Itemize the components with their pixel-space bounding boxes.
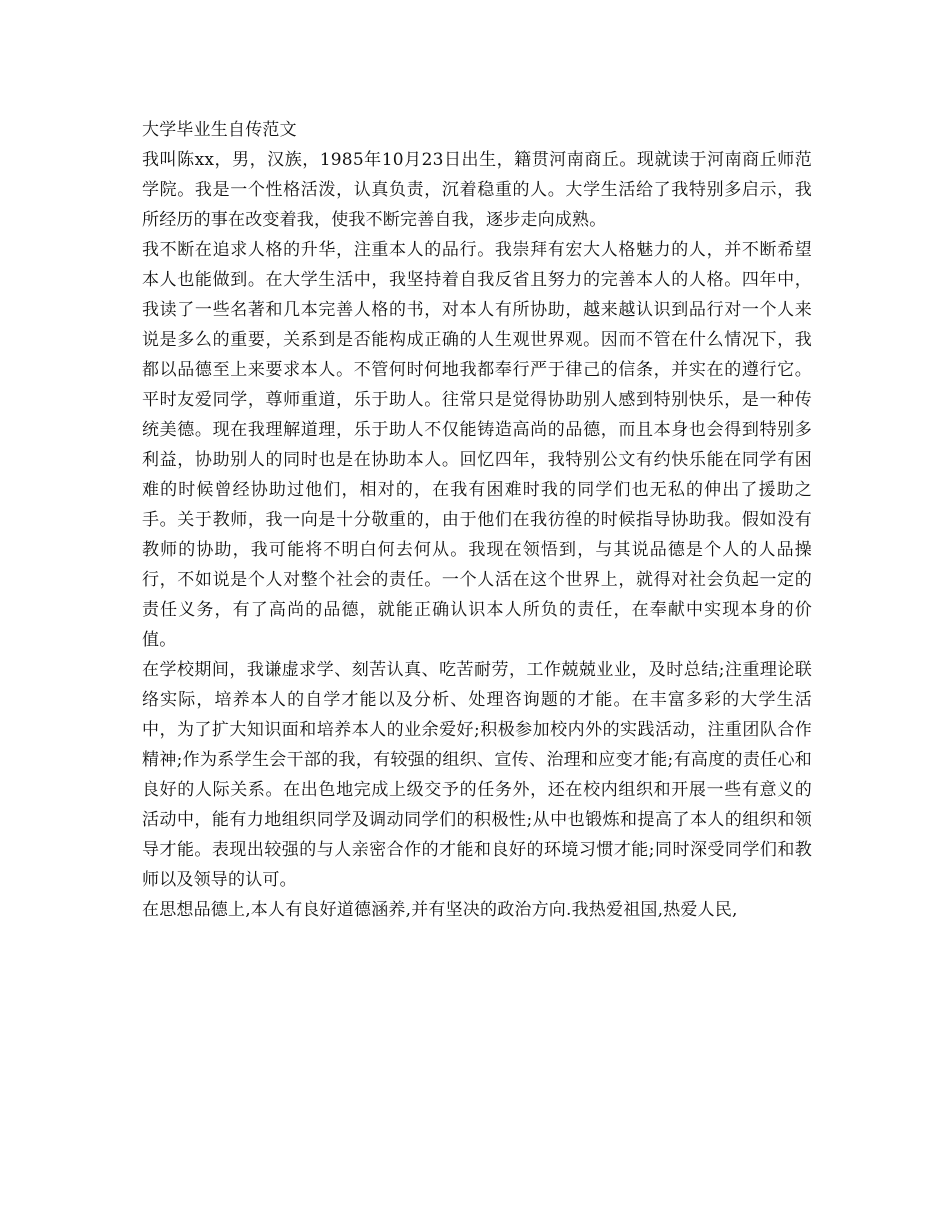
document-body: [142, 115, 812, 925]
paragraph-intro: 我叫陈xx，男，汉族，1985年10月23日出生，籍贯河南商丘。现就读于河南商丘师范学院。我是一个性格活泼，认真负责，沉着稳重的人。大学生活给了我特别多启示，我所经历的事在改变着我，使我不断完善自我，逐步走向成熟。: [142, 150, 812, 230]
paragraph-ideology: 在思想品德上,本人有良好道德涵养,并有坚决的政治方向.我热爱祖国,热爱人民,: [142, 900, 738, 920]
paragraph-school-period: 在学校期间，我谦虚求学、刻苦认真、吃苦耐劳，工作兢兢业业，及时总结;注重理论联络实际，培养本人的自学才能以及分析、处理咨询题的才能。在丰富多彩的大学生活中，为了扩大知识面和培养本人的业余爱好;积极参加校内外的实践活动，注重团队合作精神;作为系学生会干部的我，有较强的组织、宣传、治理和应变才能;有高度的责任心和良好的人际关系。在出色地完成上级交予的任务外，还在校内组织和开展一些有意义的活动中，能有力地组织同学及调动同学们的积极性;从中也锻炼和提高了本人的组织和领导才能。表现出较强的与人亲密合作的才能和良好的环境习惯才能;同时深受同学们和教师以及领导的认可。: [142, 660, 812, 890]
paragraph-character: 我不断在追求人格的升华，注重本人的品行。我崇拜有宏大人格魅力的人，并不断希望本人也能做到。在大学生活中，我坚持着自我反省且努力的完善本人的人格。四年中，我读了一些名著和几本完善人格的书，对本人有所协助，越来越认识到品行对一个人来说是多么的重要，关系到是否能构成正确的人生观世界观。因而不管在什么情况下，我都以品德至上来要求本人。不管何时何地我都奉行严于律己的信条，并实在的遵行它。平时友爱同学，尊师重道，乐于助人。往常只是觉得协助别人感到特别快乐，是一种传统美德。现在我理解道理，乐于助人不仅能铸造高尚的品德，而且本身也会得到特别多利益，协助别人的同时也是在协助本人。回忆四年，我特别公文有约快乐能在同学有困难的时候曾经协助过他们，相对的，在我有困难时我的同学们也无私的伸出了援助之手。关于教师，我一向是十分敬重的，由于他们在我彷徨的时候指导协助我。假如没有教师的协助，我可能将不明白何去何从。我现在领悟到，与其说品德是个人的人品操行，不如说是个人对整个社会的责任。一个人活在这个世界上，就得对社会负起一定的责任义务，有了高尚的品德，就能正确认识本人所负的责任，在奉献中实现本身的价值。: [142, 240, 812, 650]
document-title: 大学毕业生自传范文: [142, 120, 297, 140]
